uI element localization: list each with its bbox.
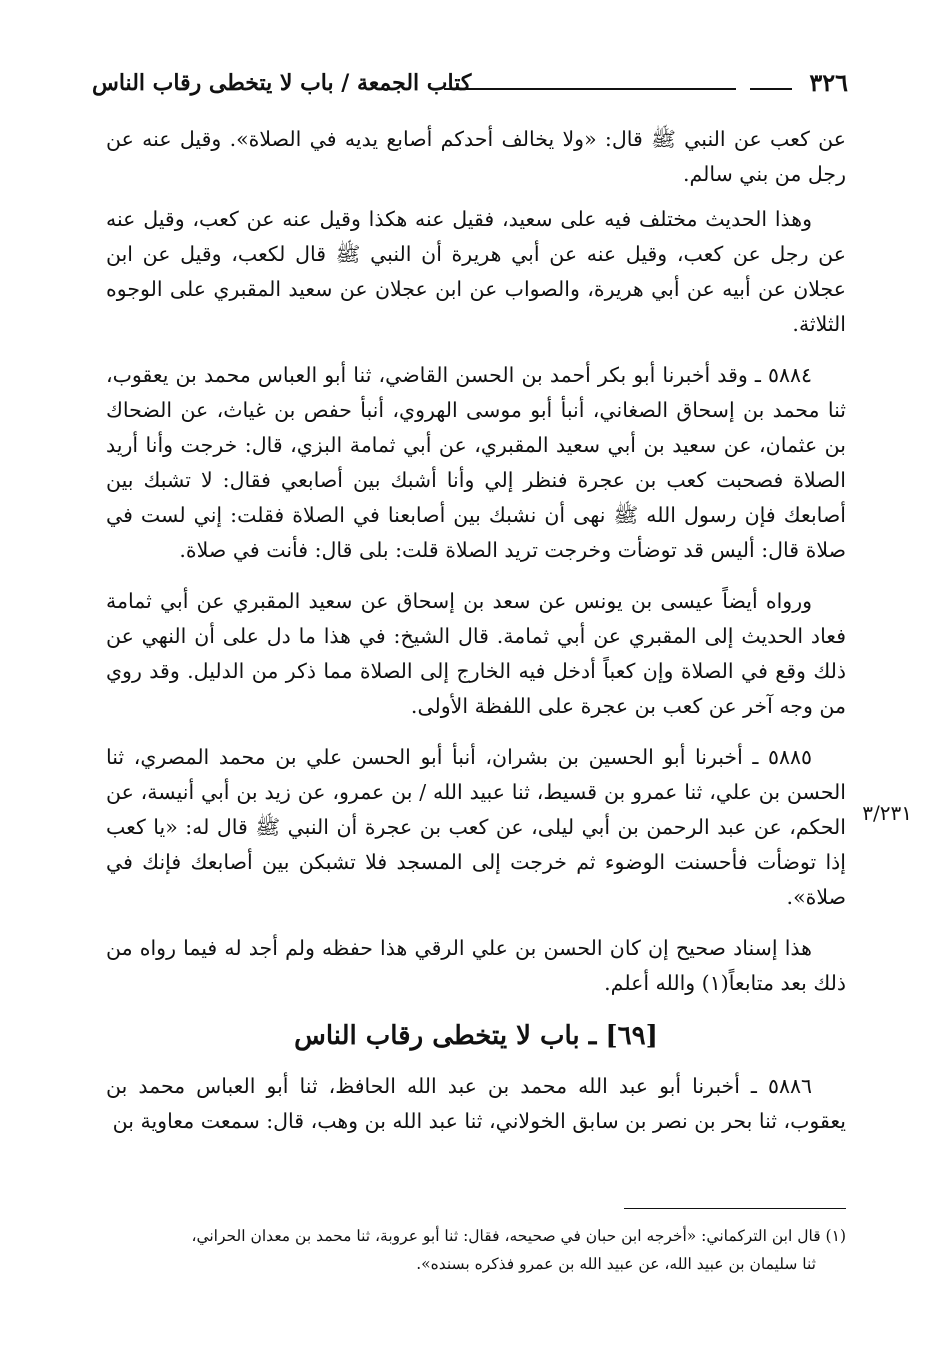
paragraph: ٥٨٨٤ ـ وقد أخبرنا أبو بكر أحمد بن الحسن القاضي، ثنا أبو العباس محمد بن يعقوب، ثنا محمد بن إسحاق الصغاني، أنبأ أبو موسى الهروي، أنبأ حفص بن غياث، عن الضحاك بن عثمان، عن سعيد بن أبي سعيد المقبري، عن أبي ثمامة البزي، قال: خرجت وأنا أريد الصلاة فصحبت كعب بن عجرة فنظر إلي وأنا أشبك بين أصابعي فقال: لا تشبك بين أصابعك فإن رسول الله ﷺ نهى أن نشبك بين أصابعنا في الصلاة فقلت: إني لست في صلاة قال: أليس قد توضأت وخرجت تريد الصلاة قلت: بلى قال: فأنت في صلاة.: [106, 363, 846, 562]
paragraph: ٥٨٨٦ ـ أخبرنا أبو عبد الله محمد بن عبد الله الحافظ، ثنا أبو العباس محمد بن يعقوب، ثنا بحر بن نصر بن سابق الخولاني، ثنا عبد الله بن وهب، قال: سمعت معاوية بن: [106, 1074, 846, 1133]
footnote-line: (١) قال ابن التركماني: «أخرجه ابن حبان في صحيحه، فقال: ثنا أبو عروبة، ثنا محمد بن معدان الحراني،: [191, 1227, 846, 1245]
paragraph: وهذا الحديث مختلف فيه على سعيد، فقيل عنه هكذا وقيل عنه عن كعب، وقيل عنه عن رجل عن كعب، وقيل عنه عن أبي هريرة أن النبي ﷺ قال لكعب، وقيل عن ابن عجلان عن أبيه عن أبي هريرة، والصواب عن ابن عجلان عن سعيد المقبري على الوجوه الثلاثة.: [106, 207, 846, 336]
paragraph-with-margin-note: [106, 740, 912, 915]
footnote-rule: [624, 1208, 846, 1209]
running-header: [92, 62, 848, 102]
chapter-heading: [٦٩] ـ باب لا يتخطى رقاب الناس: [294, 1021, 658, 1051]
footnote-line: ثنا سليمان بن عبيد الله، عن عبيد الله بن عمرو فذكره بسنده».: [416, 1255, 816, 1273]
header-rule: [444, 88, 736, 90]
main-text: [106, 122, 912, 1155]
paragraph: ٥٨٨٥ ـ أخبرنا أبو الحسين بن بشران، أنبأ أبو الحسن علي بن محمد المصري، ثنا الحسن بن علي، ثنا عمرو بن قسيط، ثنا عبيد الله / بن عمرو، عن زيد بن أبي أنيسة، عن الحكم، عن عبد الرحمن بن أبي ليلى، عن كعب بن عجرة أن النبي ﷺ قال له: «يا كعب إذا توضأت فأحسنت الوضوء ثم خرجت إلى المسجد فلا تشبكن بين أصابعك فإنك في صلاة».: [106, 745, 846, 909]
margin-page-reference: ٣/٢٣١: [862, 801, 912, 825]
paragraph: عن كعب عن النبي ﷺ قال: «ولا يخالف أحدكم أصابع يديه في الصلاة». وقيل عنه عن رجل من بني سالم.: [106, 127, 846, 186]
header-rule: [750, 88, 792, 90]
running-title: كتاب الجمعة / باب لا يتخطى رقاب الناس: [92, 70, 472, 96]
paragraph: هذا إسناد صحيح إن كان الحسن بن علي الرقي هذا حفظه ولم أجد له فيما رواه من ذلك بعد متابعاً(١) والله أعلم.: [106, 936, 846, 995]
footnotes: [106, 1222, 846, 1278]
page-number: ٣٢٦: [809, 68, 848, 97]
paragraph: ورواه أيضاً عيسى بن يونس عن سعد بن إسحاق عن سعيد المقبري عن أبي ثمامة فعاد الحديث إلى المقبري عن أبي ثمامة. قال الشيخ: في هذا ما دل على أن النهي عن ذلك وقع في الصلاة وإن كعباً أدخل فيه الخارج إلى الصلاة مما ذكر من الدليل. وقد روي من وجه آخر عن كعب بن عجرة على اللفظة الأولى.: [106, 589, 846, 718]
